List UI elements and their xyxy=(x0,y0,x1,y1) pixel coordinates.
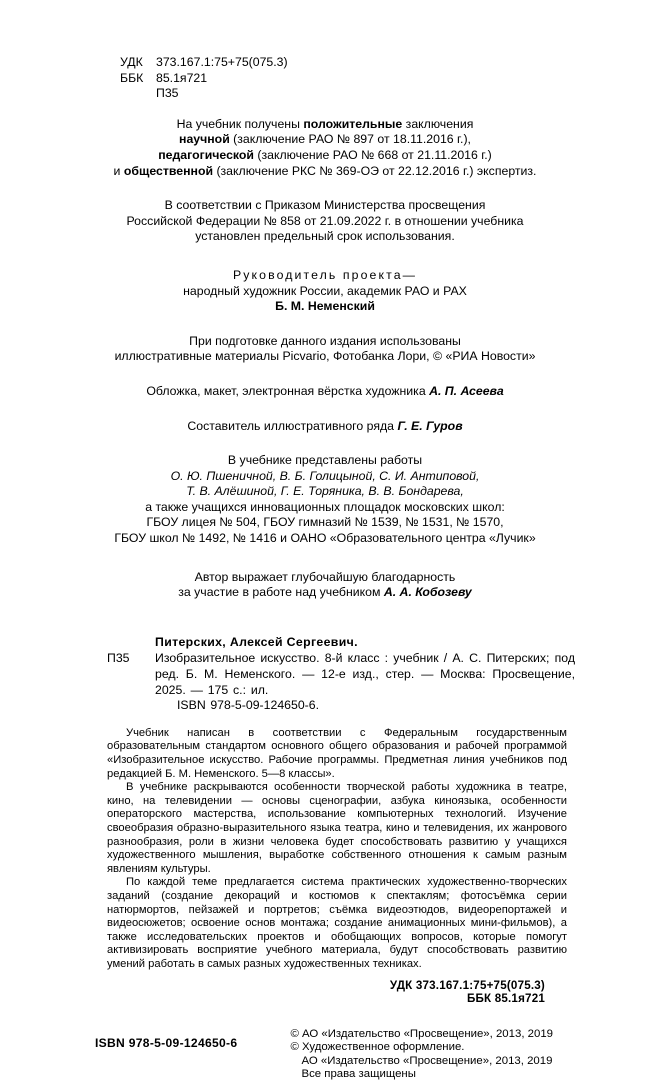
expert-line-4-suffix: (заключение РКС № 369-ОЭ от 22.12.2016 г.) экспертиз. xyxy=(213,163,537,178)
bbk-value: 85.1я721 xyxy=(156,70,208,85)
works-names-line-1: О. Ю. Пшеничной, В. Б. Голицыной, С. И. Антиповой, xyxy=(170,468,480,483)
cover-designer-name: А. П. Асеева xyxy=(429,383,504,398)
expert-line-3 xyxy=(75,148,575,164)
copyright-line-2: © Художественное оформление. xyxy=(290,1041,465,1054)
ministry-order-block xyxy=(75,198,575,245)
expert-line-3-bold: педагогической xyxy=(158,147,254,162)
works-names-line-2: Т. В. Алёшиной, Г. Е. Торяника, В. В. Бондарева, xyxy=(186,484,464,499)
materials-credit-block xyxy=(75,334,575,365)
biblio-isbn: ISBN 978-5-09-124650-6. xyxy=(177,698,320,713)
footer-isbn: ISBN 978-5-09-124650-6 xyxy=(95,1035,238,1050)
biblio-author: Питерских, Алексей Сергеевич. xyxy=(155,634,358,649)
works-heading: В учебнике представлены работы xyxy=(227,453,423,468)
illustration-compiler-block xyxy=(75,419,575,435)
expert-line-2-suffix: (заключение РАО № 897 от 18.11.2016 г.), xyxy=(229,132,471,147)
project-leader-name: Б. М. Неменский xyxy=(275,299,375,314)
thanks-line-2 xyxy=(75,585,575,601)
thanks-recipient-name: А. А. Кобозеву xyxy=(383,585,472,600)
udk-value: 373.167.1:75+75(075.3) xyxy=(156,55,288,69)
acknowledgement-block xyxy=(75,570,575,601)
expert-line-3-suffix: (заключение РАО № 668 от 21.11.2016 г.) xyxy=(253,147,492,162)
expert-line-1-suffix: заключения xyxy=(402,116,474,131)
udk-label: УДК xyxy=(120,55,143,69)
biblio-description: Изобразительное искусство. 8-й класс : учебник / А. С. Питерских; под ред. Б. М. Неменского. — 12-е изд., стер. — Москва: Просвещение, 2025. — 175 с.: ил. xyxy=(155,651,575,697)
copyright-line-1: © АО «Издательство «Просвещение», 2013, 2019 xyxy=(290,1027,553,1040)
expert-line-1 xyxy=(75,117,575,133)
cover-designer-text: Обложка, макет, электронная вёрстка художника xyxy=(146,383,430,398)
order-line-2: Российской Федерации № 858 от 21.09.2022 г. в отношении учебника xyxy=(126,213,524,228)
biblio-index: П35 xyxy=(107,651,130,666)
expert-line-1-prefix: На учебник получены xyxy=(176,116,304,131)
compiler-name: Г. Е. Гуров xyxy=(397,418,463,433)
works-line-5: ГБОУ школ № 1492, № 1416 и ОАНО «Образовательного центра «Лучик» xyxy=(114,531,536,546)
thanks-line-2-text: за участие в работе над учебником xyxy=(178,585,384,600)
udk-repeat-line: УДК 373.167.1:75+75(075.3) xyxy=(389,978,545,992)
materials-line-2: иллюстративные материалы Picvario, Фотобанка Лори, © «РИА Новости» xyxy=(114,349,536,364)
copyright-line-3: АО «Издательство «Просвещение», 2013, 2019 xyxy=(301,1054,553,1067)
bbk-row xyxy=(120,71,575,87)
copyright-block xyxy=(290,1028,553,1081)
featured-works-block xyxy=(75,453,575,547)
bbk-repeat-line: ББК 85.1я721 xyxy=(466,992,545,1006)
annotation-paragraph-3: По каждой теме предлагается система практических художественно-творческих заданий (создание декораций и костюмов к спектаклям; фотосъёмка серии натюрмортов, пейзажей и портретов; съёмка видеоэтюдов, видеорепортажей и видеосюжетов; освоение основ монтажа; создание анимационных мини-фильмов), а также исследовательских проектов и обобщающих вопросов, которые помогут активизировать восприятие учебного материала, будут способствовать развитию умений работать в самых разных художественных техниках. xyxy=(107,876,567,970)
udk-row xyxy=(120,55,575,71)
expert-line-4-bold: общественной xyxy=(123,163,214,178)
annotation-paragraph-1: Учебник написан в соответствии с Федеральным государственным образовательным стандартом основного общего образования и рабочей программой «Изобразительное искусство. Рабочие программы. Предметная линия учебников под редакцией Б. М. Неменского. 5—8 классы». xyxy=(107,726,567,780)
cover-designer-line xyxy=(75,384,575,400)
classification-codes xyxy=(120,55,575,102)
project-leader-block xyxy=(75,268,575,315)
expert-line-1-bold: положительные xyxy=(303,116,403,131)
expert-line-2-bold: научной xyxy=(179,132,230,147)
project-leader-subtitle: народный художник России, академик РАО и РАХ xyxy=(183,283,467,298)
compiler-line xyxy=(75,419,575,435)
compiler-text: Составитель иллюстративного ряда xyxy=(187,418,398,433)
materials-line-1: При подготовке данного издания использованы xyxy=(189,333,461,348)
udk-bbk-repeat xyxy=(75,979,545,1006)
thanks-line-1: Автор выражает глубочайшую благодарность xyxy=(194,569,456,584)
biblio-body xyxy=(107,651,575,713)
cover-designer-block xyxy=(75,384,575,400)
page-footer xyxy=(75,1028,575,1081)
bibliographic-record xyxy=(107,635,575,714)
expert-line-4-prefix: и xyxy=(113,163,124,178)
order-line-3: установлен предельный срок использования. xyxy=(195,229,455,244)
annotation-paragraph-2: В учебнике раскрываются особенности творческой работы художника в театре, кино, на телевидении — основы сценографии, азбука киноязыка, особенности операторского мастерства, использование компьютерных технологий. Изучение своеобразия образно-выразительного языка театра, кино и телевидения, их жанрового разнообразия, роли в жизни человека будет способствовать развитию у учащихся художественного мышления, выработке собственного отношения к самым разным явлениям культуры. xyxy=(107,781,567,875)
shelf-index: П35 xyxy=(156,86,179,101)
bbk-label: ББК xyxy=(120,70,144,85)
expert-line-4 xyxy=(75,164,575,180)
expert-conclusions-block xyxy=(75,117,575,179)
expert-line-2 xyxy=(75,132,575,148)
order-line-1: В соответствии с Приказом Министерства просвещения xyxy=(164,198,486,213)
annotation-block xyxy=(107,727,567,972)
works-line-4: ГБОУ лицея № 504, ГБОУ гимназий № 1539, № 1531, № 1570, xyxy=(146,515,504,530)
copyright-line-4: Все права защищены xyxy=(301,1067,416,1080)
works-line-3: а также учащихся инновационных площадок московских школ: xyxy=(145,499,505,514)
project-leader-title: Руководитель проекта— xyxy=(232,267,418,282)
